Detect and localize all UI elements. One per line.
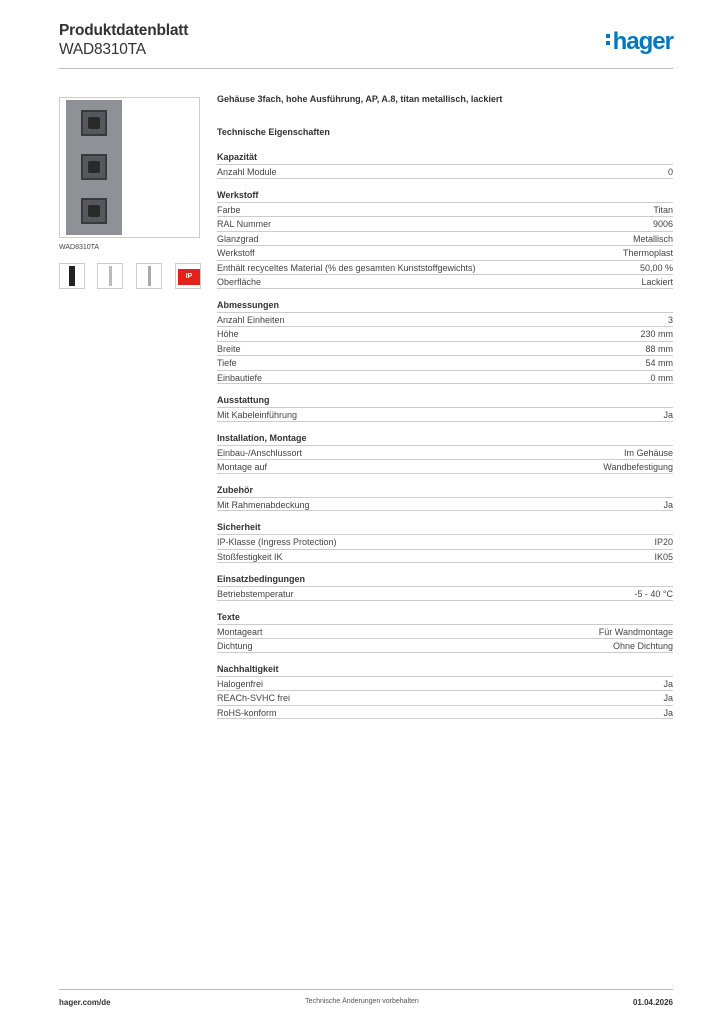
- spec-label: Montage auf: [217, 462, 268, 472]
- spec-label: RAL Nummer: [217, 219, 272, 229]
- ip-rating-icon: IP: [178, 269, 200, 285]
- spec-row: [217, 676, 673, 691]
- spec-label: Betriebstemperatur: [217, 589, 294, 599]
- spec-value: -5 - 40 °C: [634, 589, 673, 599]
- spec-value: Ja: [663, 410, 673, 420]
- spec-label: Dichtung: [217, 641, 253, 651]
- spec-label: Breite: [217, 343, 241, 354]
- spec-value: IK05: [654, 551, 673, 562]
- spec-value: 3: [667, 314, 673, 325]
- document-subtitle: WAD8310TA: [59, 41, 146, 58]
- spec-group-title: Installation, Montage: [217, 432, 307, 443]
- spec-row: [217, 370, 673, 385]
- spec-label: Enthält recyceltes Material (% des gesamten Kunststoffgewichts): [217, 262, 476, 273]
- spec-label: RoHS-konform: [217, 707, 277, 718]
- spec-group: [217, 431, 673, 474]
- spec-value: Thermoplast: [622, 248, 673, 258]
- spec-value: Lackiert: [641, 277, 673, 287]
- spec-value: 0 mm: [650, 372, 673, 383]
- spec-value: 9006: [652, 219, 673, 229]
- spec-row: [217, 586, 673, 601]
- spec-row: [217, 245, 673, 260]
- spec-row: [217, 164, 673, 179]
- logo-text: hager: [612, 28, 673, 55]
- spec-label: Einbau-/Anschlussort: [217, 447, 303, 458]
- spec-group: [217, 150, 673, 179]
- enclosure-slot: [81, 110, 107, 136]
- spec-group-title: Kapazität: [217, 152, 258, 162]
- spec-value: Im Gehäuse: [623, 447, 673, 458]
- product-description: Gehäuse 3fach, hohe Ausführung, AP, A.8, titan metallisch, lackiert: [217, 94, 503, 104]
- spec-row: [217, 690, 673, 705]
- spec-label: Mit Kabeleinführung: [217, 410, 298, 420]
- spec-group: [217, 188, 673, 289]
- spec-group-title: Abmessungen: [217, 299, 280, 310]
- spec-row: [217, 534, 673, 549]
- spec-row: [217, 202, 673, 217]
- spec-value: IP20: [654, 537, 673, 547]
- spec-label: Glanzgrad: [217, 233, 259, 244]
- footer-disclaimer: Technische Änderungen vorbehalten: [305, 998, 419, 1005]
- spec-row: [217, 624, 673, 639]
- spec-label: Montageart: [217, 626, 263, 637]
- spec-group: [217, 393, 673, 422]
- spec-group-title: Einsatzbedingungen: [217, 574, 306, 584]
- spec-label: Anzahl Einheiten: [217, 314, 285, 325]
- enclosure-slot: [81, 154, 107, 180]
- spec-value: 230 mm: [640, 329, 673, 339]
- spec-label: REACh-SVHC frei: [217, 693, 291, 703]
- section-title: Technische Eigenschaften: [217, 127, 330, 137]
- spec-value: 54 mm: [645, 358, 673, 368]
- spec-row: [217, 638, 673, 653]
- spec-group-title: Sicherheit: [217, 522, 261, 532]
- product-front-icon: [69, 266, 75, 286]
- spec-groups: [217, 150, 673, 719]
- spec-label: Mit Rahmenabdeckung: [217, 499, 310, 510]
- spec-group: [217, 520, 673, 563]
- spec-row: [217, 497, 673, 512]
- thumbnail-front[interactable]: [59, 263, 85, 289]
- spec-value: Ja: [663, 499, 673, 510]
- spec-row: [217, 355, 673, 370]
- spec-row: [217, 216, 673, 231]
- spec-group: [217, 483, 673, 512]
- enclosure-slot: [81, 198, 107, 224]
- spec-row: [217, 705, 673, 720]
- spec-row: [217, 312, 673, 327]
- spec-row: [217, 549, 673, 564]
- spec-group-title: Texte: [217, 611, 240, 622]
- spec-row: [217, 274, 673, 289]
- image-caption: WAD8310TA: [59, 244, 100, 251]
- spec-label: Anzahl Module: [217, 167, 277, 177]
- footer-website[interactable]: hager.com/de: [59, 998, 111, 1007]
- logo-colon-icon: [606, 31, 610, 48]
- spec-label: IP-Klasse (Ingress Protection): [217, 537, 337, 547]
- header-divider: [59, 68, 673, 69]
- spec-value: Wandbefestigung: [603, 462, 673, 472]
- spec-value: 50,00 %: [639, 262, 673, 273]
- spec-row: [217, 445, 673, 460]
- document-title: Produktdatenblatt: [59, 22, 189, 39]
- product-image: [59, 97, 200, 238]
- spec-label: Werkstoff: [217, 248, 255, 258]
- spec-group-title: Werkstoff: [217, 189, 259, 200]
- spec-value: Ohne Dichtung: [612, 641, 673, 651]
- spec-value: Für Wandmontage: [598, 626, 673, 637]
- spec-row: [217, 341, 673, 356]
- spec-label: Stoßfestigkeit IK: [217, 551, 283, 562]
- spec-group-title: Nachhaltigkeit: [217, 663, 279, 674]
- spec-value: Metallisch: [632, 233, 673, 244]
- spec-label: Höhe: [217, 329, 239, 339]
- spec-row: [217, 459, 673, 474]
- spec-group: [217, 572, 673, 601]
- spec-group-title: Ausstattung: [217, 395, 270, 405]
- spec-row: [217, 231, 673, 246]
- hager-logo: [606, 28, 673, 56]
- spec-label: Farbe: [217, 204, 241, 215]
- spec-value: Ja: [663, 693, 673, 703]
- page-header: [59, 22, 673, 70]
- spec-value: 0: [667, 167, 673, 177]
- thumbnail-ip-rating[interactable]: [175, 263, 201, 289]
- spec-row: [217, 407, 673, 422]
- spec-value: 88 mm: [645, 343, 673, 354]
- spec-value: Titan: [653, 204, 673, 215]
- spec-label: Oberfläche: [217, 277, 262, 287]
- spec-row: [217, 260, 673, 275]
- spec-group: [217, 298, 673, 385]
- spec-row: [217, 326, 673, 341]
- footer-divider: [59, 989, 673, 990]
- spec-label: Einbautiefe: [217, 372, 263, 383]
- spec-group-title: Zubehör: [217, 484, 253, 495]
- product-side-icon: [109, 266, 112, 286]
- spec-group: [217, 662, 673, 720]
- spec-value: Ja: [663, 707, 673, 718]
- footer-date: 01.04.2026: [632, 998, 673, 1007]
- technical-specs: [217, 94, 673, 728]
- thumbnail-back[interactable]: [136, 263, 162, 289]
- enclosure-frame: [66, 100, 122, 235]
- spec-label: Tiefe: [217, 358, 237, 368]
- spec-value: Ja: [663, 678, 673, 689]
- spec-label: Halogenfrei: [217, 678, 264, 689]
- product-back-icon: [148, 266, 151, 286]
- thumbnail-side[interactable]: [97, 263, 123, 289]
- spec-group: [217, 610, 673, 653]
